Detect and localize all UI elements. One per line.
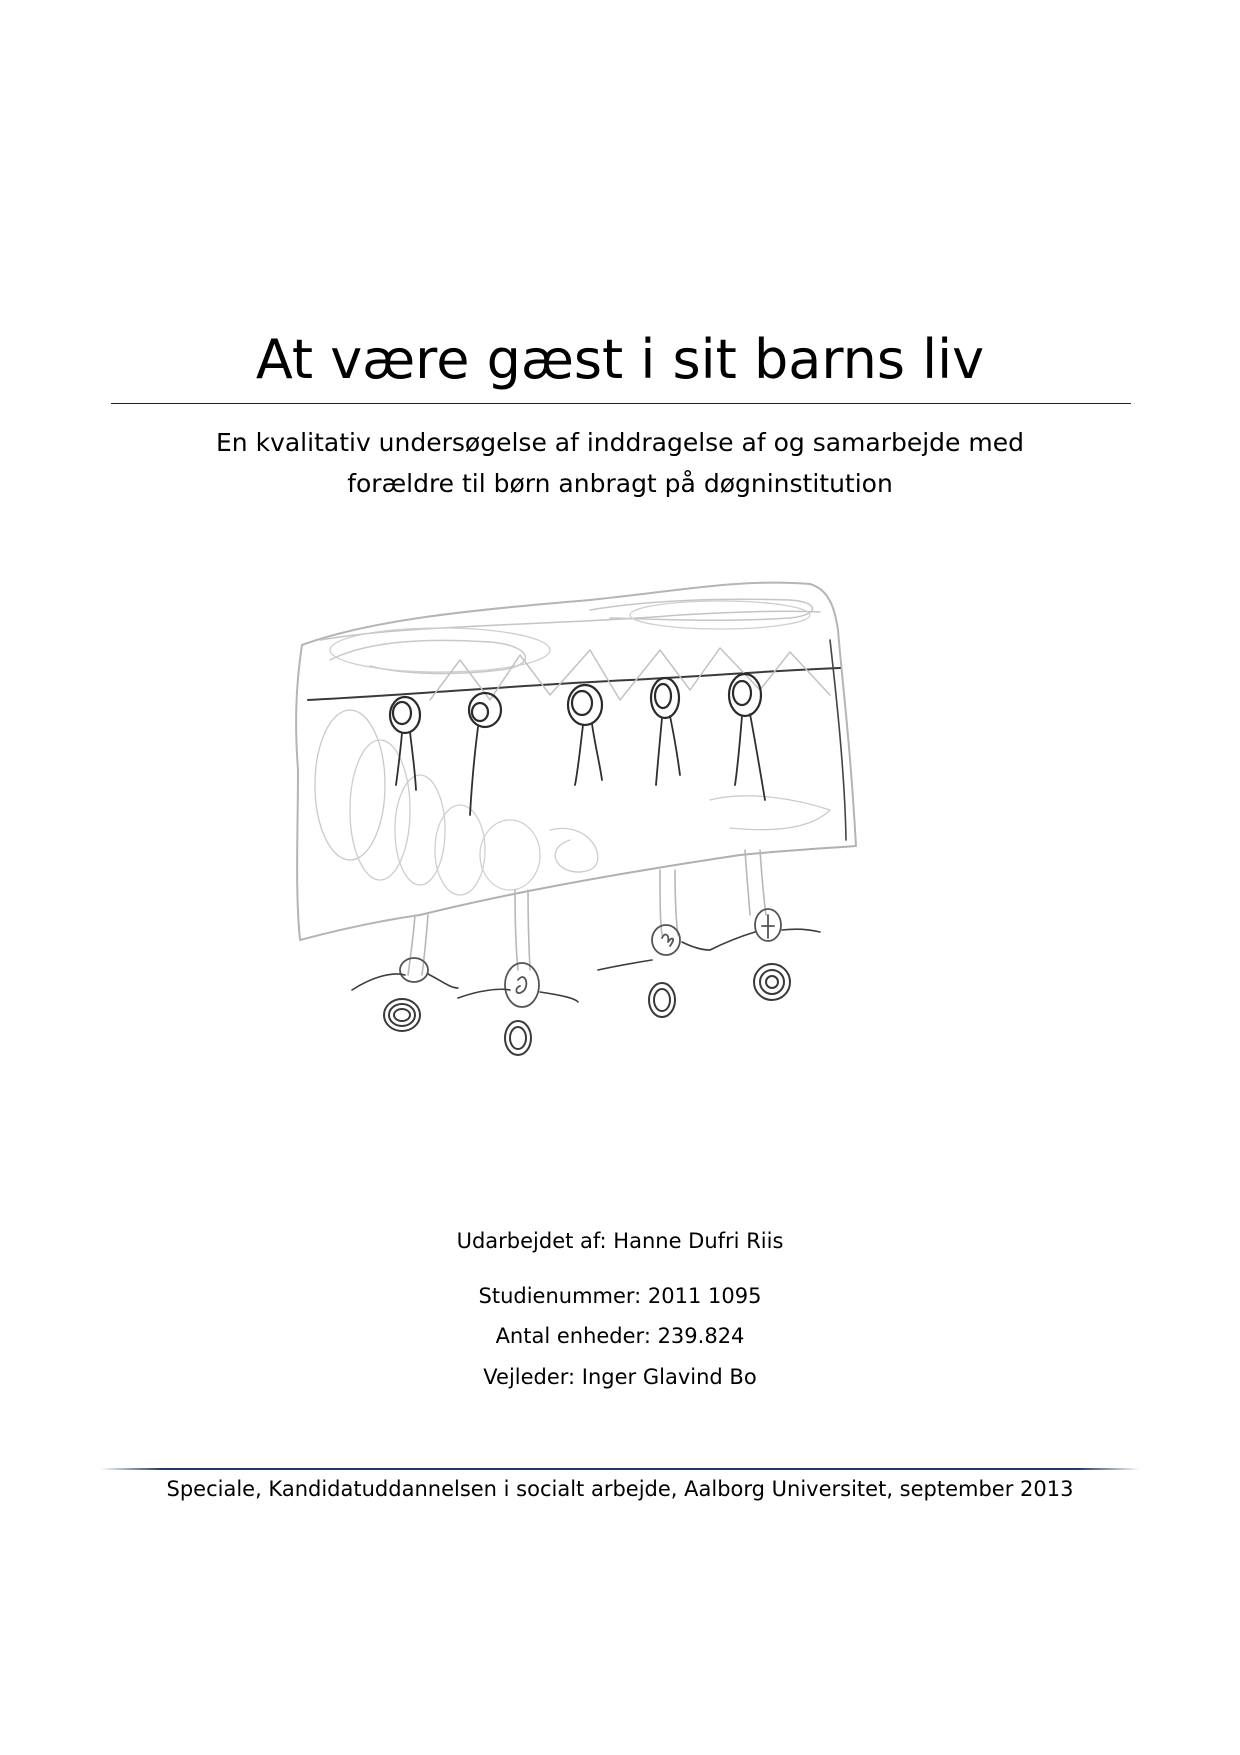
subtitle-line-1: En kvalitativ undersøgelse af inddragelse af og samarbejde med	[216, 428, 1024, 457]
units-line: Antal enheder: 239.824	[495, 1324, 745, 1348]
subtitle-line-2: forældre til børn anbragt på døgninstitution	[347, 469, 893, 498]
student-number-line: Studienummer: 2011 1095	[478, 1284, 762, 1308]
document-title: At være gæst i sit barns liv	[255, 328, 985, 391]
supervisor-line: Vejleder: Inger Glavind Bo	[483, 1365, 757, 1389]
footer-divider	[100, 1468, 1140, 1470]
document-subtitle	[0, 422, 1240, 504]
author-line: Udarbejdet af: Hanne Dufri Riis	[456, 1229, 784, 1253]
footer-text: Speciale, Kandidatuddannelsen i socialt arbejde, Aalborg Universitet, september 2013	[166, 1477, 1074, 1501]
child-pencil-drawing	[290, 570, 930, 1190]
title-divider	[111, 403, 1131, 404]
